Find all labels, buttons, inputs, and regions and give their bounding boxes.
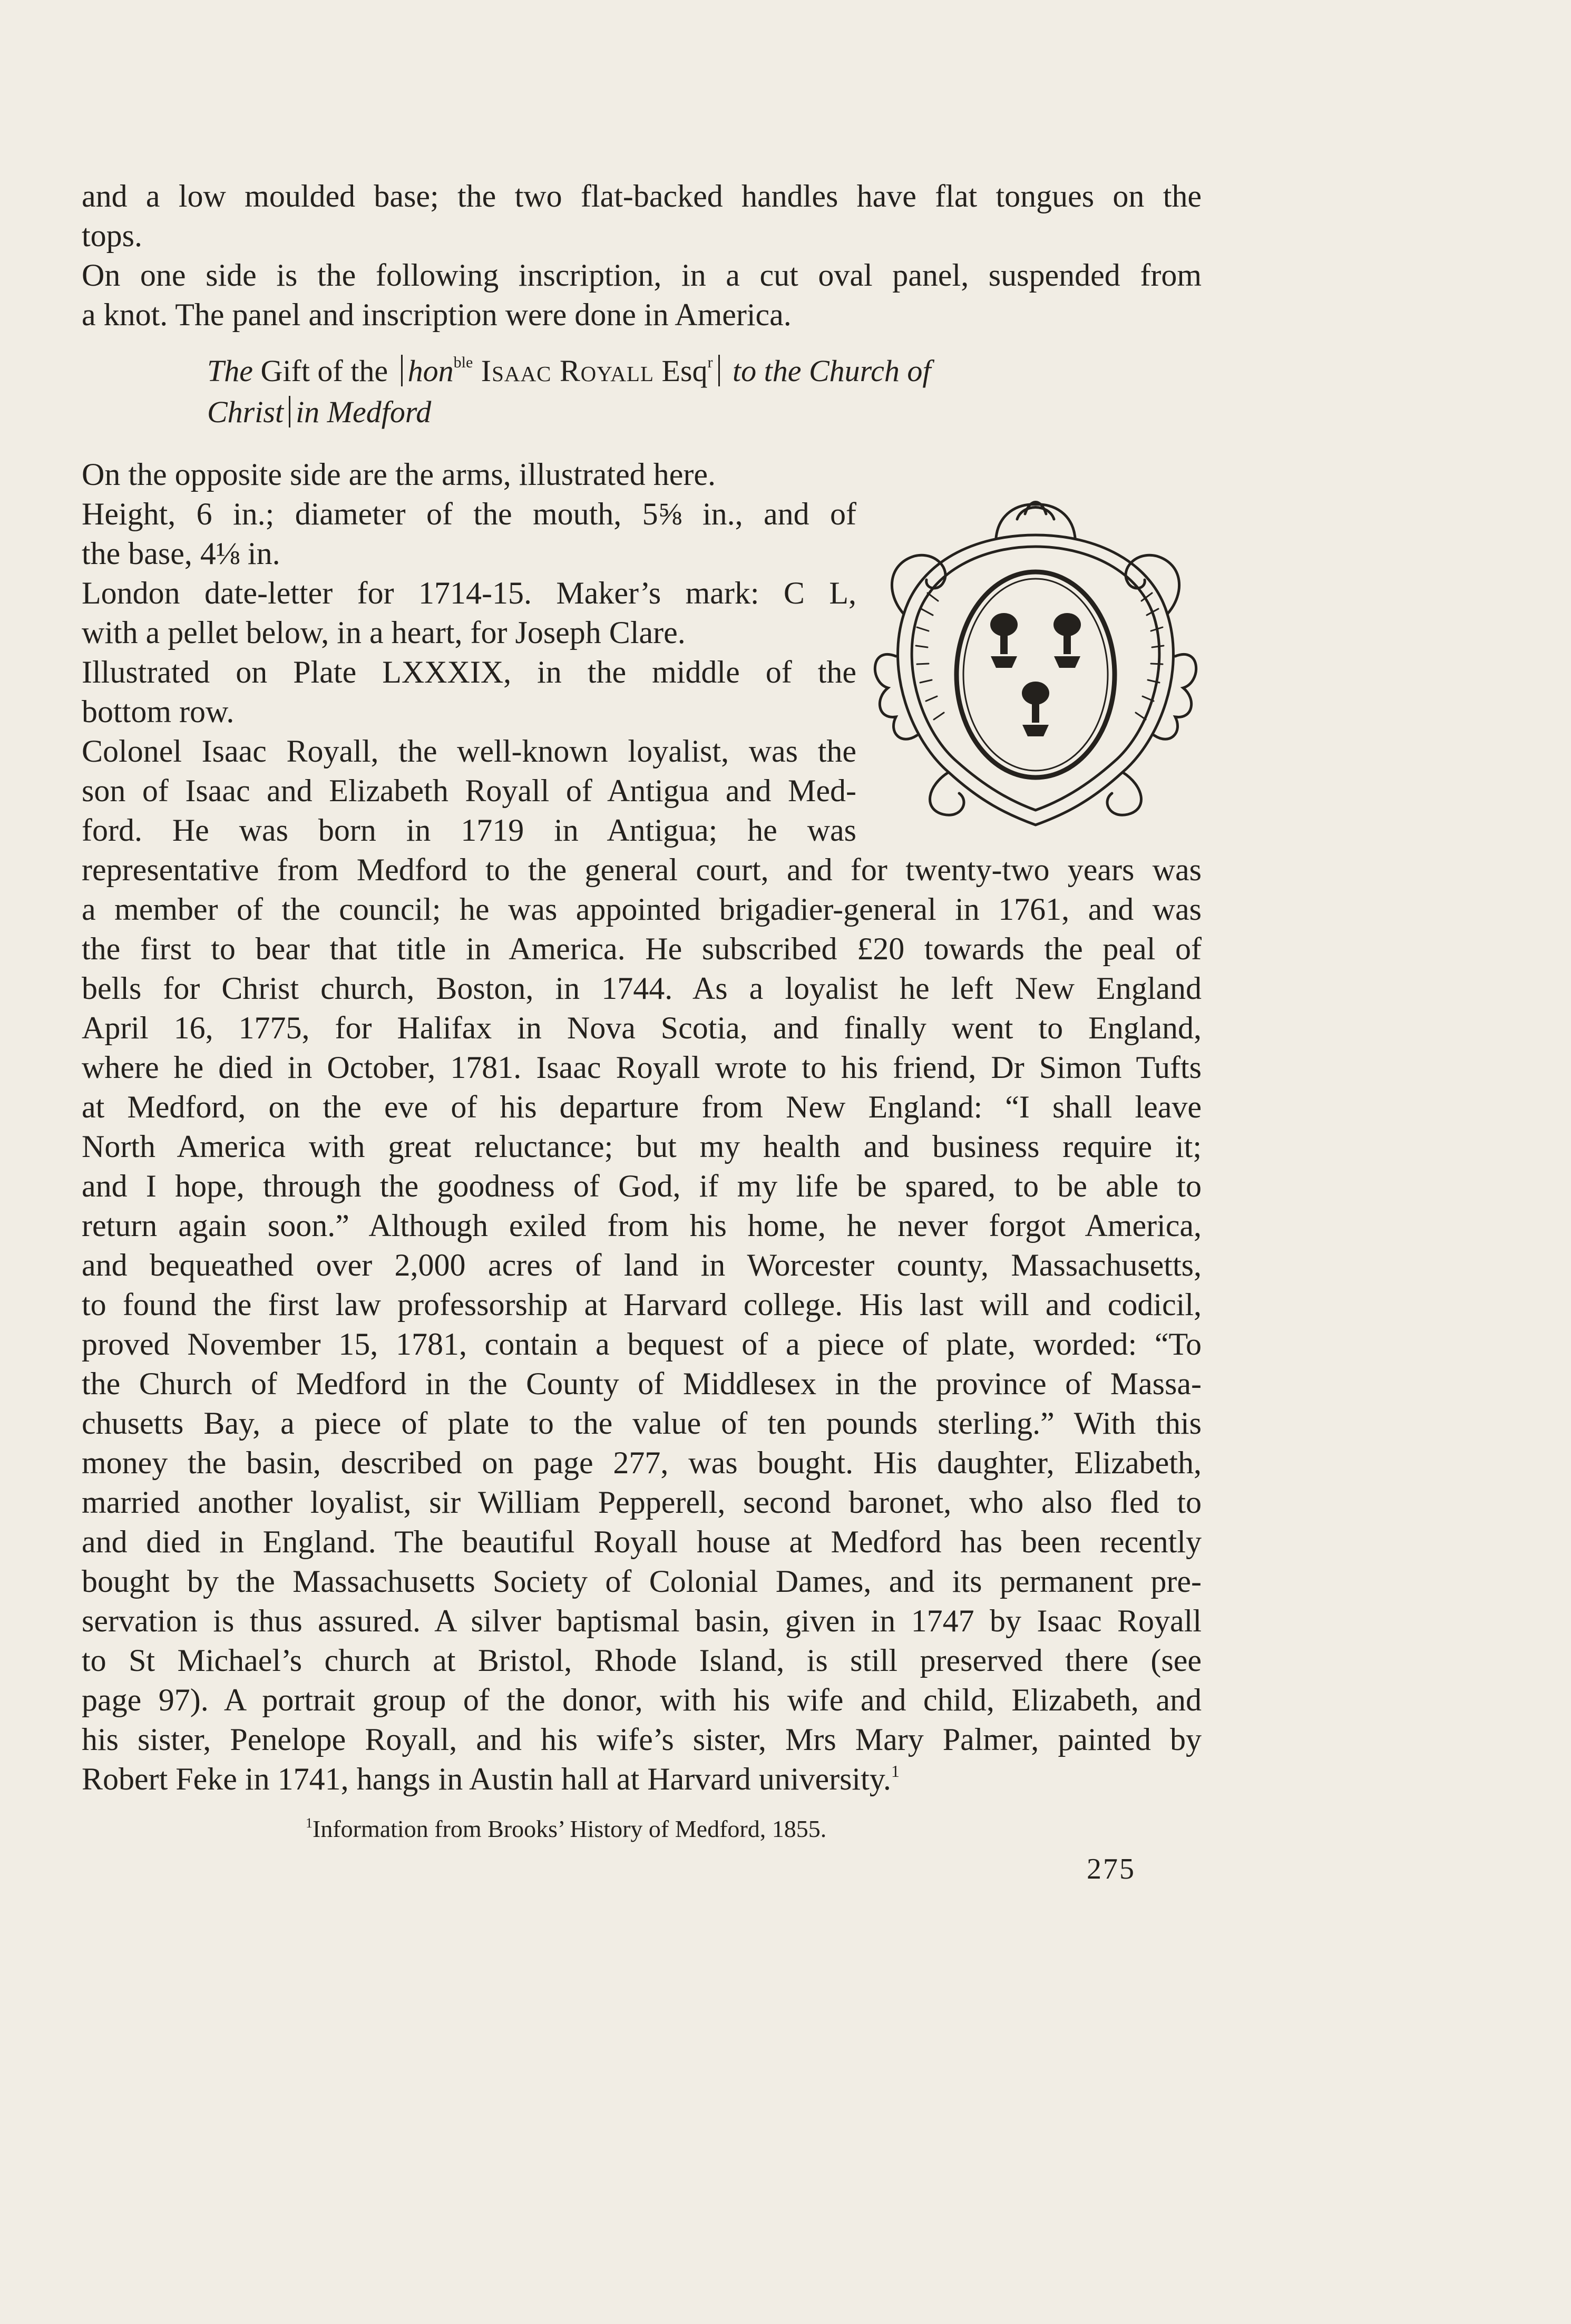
text-line: ford. He was born in 1719 in Antigua; he was (82, 813, 856, 848)
text-line: tops. (82, 218, 143, 253)
inscription-honble-sup: ble (453, 354, 473, 371)
divider-bar (289, 396, 290, 427)
text-line: the Church of Medford in the County of Middlesex in the province of Massa- (82, 1366, 1202, 1401)
text-line: Illustrated on Plate LXXXIX, in the middle of the (82, 655, 856, 689)
text-line: his sister, Penelope Royall, and his wife’s sister, Mrs Mary Palmer, painted by (82, 1722, 1202, 1757)
text-line: a knot. The panel and inscription were done in America. (82, 297, 792, 332)
bottom-right-scroll (1107, 772, 1141, 815)
text-line: return again soon.” Although exiled from his home, he never forgot America, (82, 1208, 1202, 1243)
text-line: the first to bear that title in America. He subscribed £20 towards the peal of (82, 931, 1202, 966)
inscription-christ: Christ (207, 395, 284, 429)
inscription-church: to the Church of (725, 354, 931, 388)
text-line: Height, 6 in.; diameter of the mouth, 5⅝ in., and of (82, 497, 856, 531)
text-line: and I hope, through the goodness of God, if my life be spared, to be able to (82, 1169, 1202, 1203)
text-line: and a low moulded base; the two flat-backed handles have flat tongues on the (82, 179, 1202, 213)
right-side-scroll (1154, 654, 1196, 739)
inscription-esq-sup: r (707, 354, 713, 371)
inscription-line-1 (207, 351, 931, 392)
text-line: and bequeathed over 2,000 acres of land in Worcester county, Massachusetts, (82, 1248, 1202, 1282)
inscription-medford: in Medford (296, 395, 432, 429)
text-line: to St Michael’s church at Bristol, Rhode Island, is still preserved there (see (82, 1643, 1202, 1678)
footnote-text: Information from Brooks’ History of Medford, 1855. (313, 1815, 827, 1842)
text-line: and died in England. The beautiful Royall house at Medford has been recently (82, 1524, 1202, 1559)
text-line: representative from Medford to the general court, and for twenty-two years was (82, 852, 1202, 887)
text-line: Colonel Isaac Royall, the well-known loyalist, was the (82, 734, 856, 769)
text-line: married another loyalist, sir William Pepperell, second baronet, who also fled to (82, 1485, 1202, 1520)
inscription-the: The (207, 354, 253, 388)
text-line: London date-letter for 1714-15. Maker’s mark: C L, (82, 576, 856, 610)
text-line: page 97). A portrait group of the donor, with his wife and child, Elizabeth, and (82, 1683, 1202, 1717)
text-line: the base, 4⅛ in. (82, 536, 280, 571)
coat-of-arms-illustration (864, 498, 1207, 835)
text-line: to found the first law professorship at Harvard college. His last will and codicil, (82, 1287, 1202, 1322)
page-number: 275 (1087, 1853, 1136, 1885)
bottom-left-scroll (930, 772, 964, 815)
text-line: April 16, 1775, for Halifax in Nova Scotia, and finally went to England, (82, 1010, 1202, 1045)
footnote (306, 1813, 826, 1845)
text-line: son of Isaac and Elizabeth Royall of Antigua and Med- (82, 773, 856, 808)
footnote-reference: 1 (891, 1762, 900, 1781)
text-line: bells for Christ church, Boston, in 1744. As a loyalist he left New England (82, 971, 1202, 1006)
text-line: bottom row. (82, 694, 235, 729)
text-line: proved November 15, 1781, contain a bequest of a piece of plate, worded: “To (82, 1327, 1202, 1362)
text-line: servation is thus assured. A silver baptismal basin, given in 1747 by Isaac Royall (82, 1603, 1202, 1638)
text-line-content: Robert Feke in 1741, hangs in Austin hall at Harvard university. (82, 1762, 891, 1796)
text-line: On the opposite side are the arms, illustrated here. (82, 457, 716, 492)
divider-bar (718, 355, 720, 386)
text-line-with-footnote-ref (82, 1759, 1202, 1799)
text-line: money the basin, described on page 277, was bought. His daughter, Elizabeth, (82, 1445, 1202, 1480)
inscription-gift-of-the: Gift of the (253, 354, 396, 388)
shield-oval (957, 572, 1115, 777)
left-side-scroll (875, 654, 917, 739)
text-line: chusetts Bay, a piece of plate to the value of ten pounds sterling.” With this (82, 1406, 1202, 1441)
text-line: where he died in October, 1781. Isaac Royall wrote to his friend, Dr Simon Tufts (82, 1050, 1202, 1085)
divider-bar (401, 355, 403, 386)
text-line: at Medford, on the eve of his departure from New England: “I shall leave (82, 1090, 1202, 1124)
text-line: a member of the council; he was appointed brigadier-general in 1761, and was (82, 892, 1202, 927)
inscription-block (207, 351, 931, 433)
inscription-esq: Esq (654, 354, 708, 388)
text-line: bought by the Massachusetts Society of Colonial Dames, and its permanent pre- (82, 1564, 1202, 1599)
footnote-mark: 1 (306, 1815, 313, 1831)
inscription-line-2 (207, 392, 931, 433)
crest-scroll (996, 504, 1075, 538)
inscription-honble: hon (407, 354, 454, 388)
intro-paragraph (82, 177, 1202, 335)
text-line: On one side is the following inscription, in a cut oval panel, suspended from (82, 258, 1202, 293)
text-line: North America with great reluctance; but my health and business require it; (82, 1129, 1202, 1164)
inscription-name: Isaac Royall (473, 354, 655, 388)
text-line: with a pellet below, in a heart, for Joseph Clare. (82, 615, 686, 650)
